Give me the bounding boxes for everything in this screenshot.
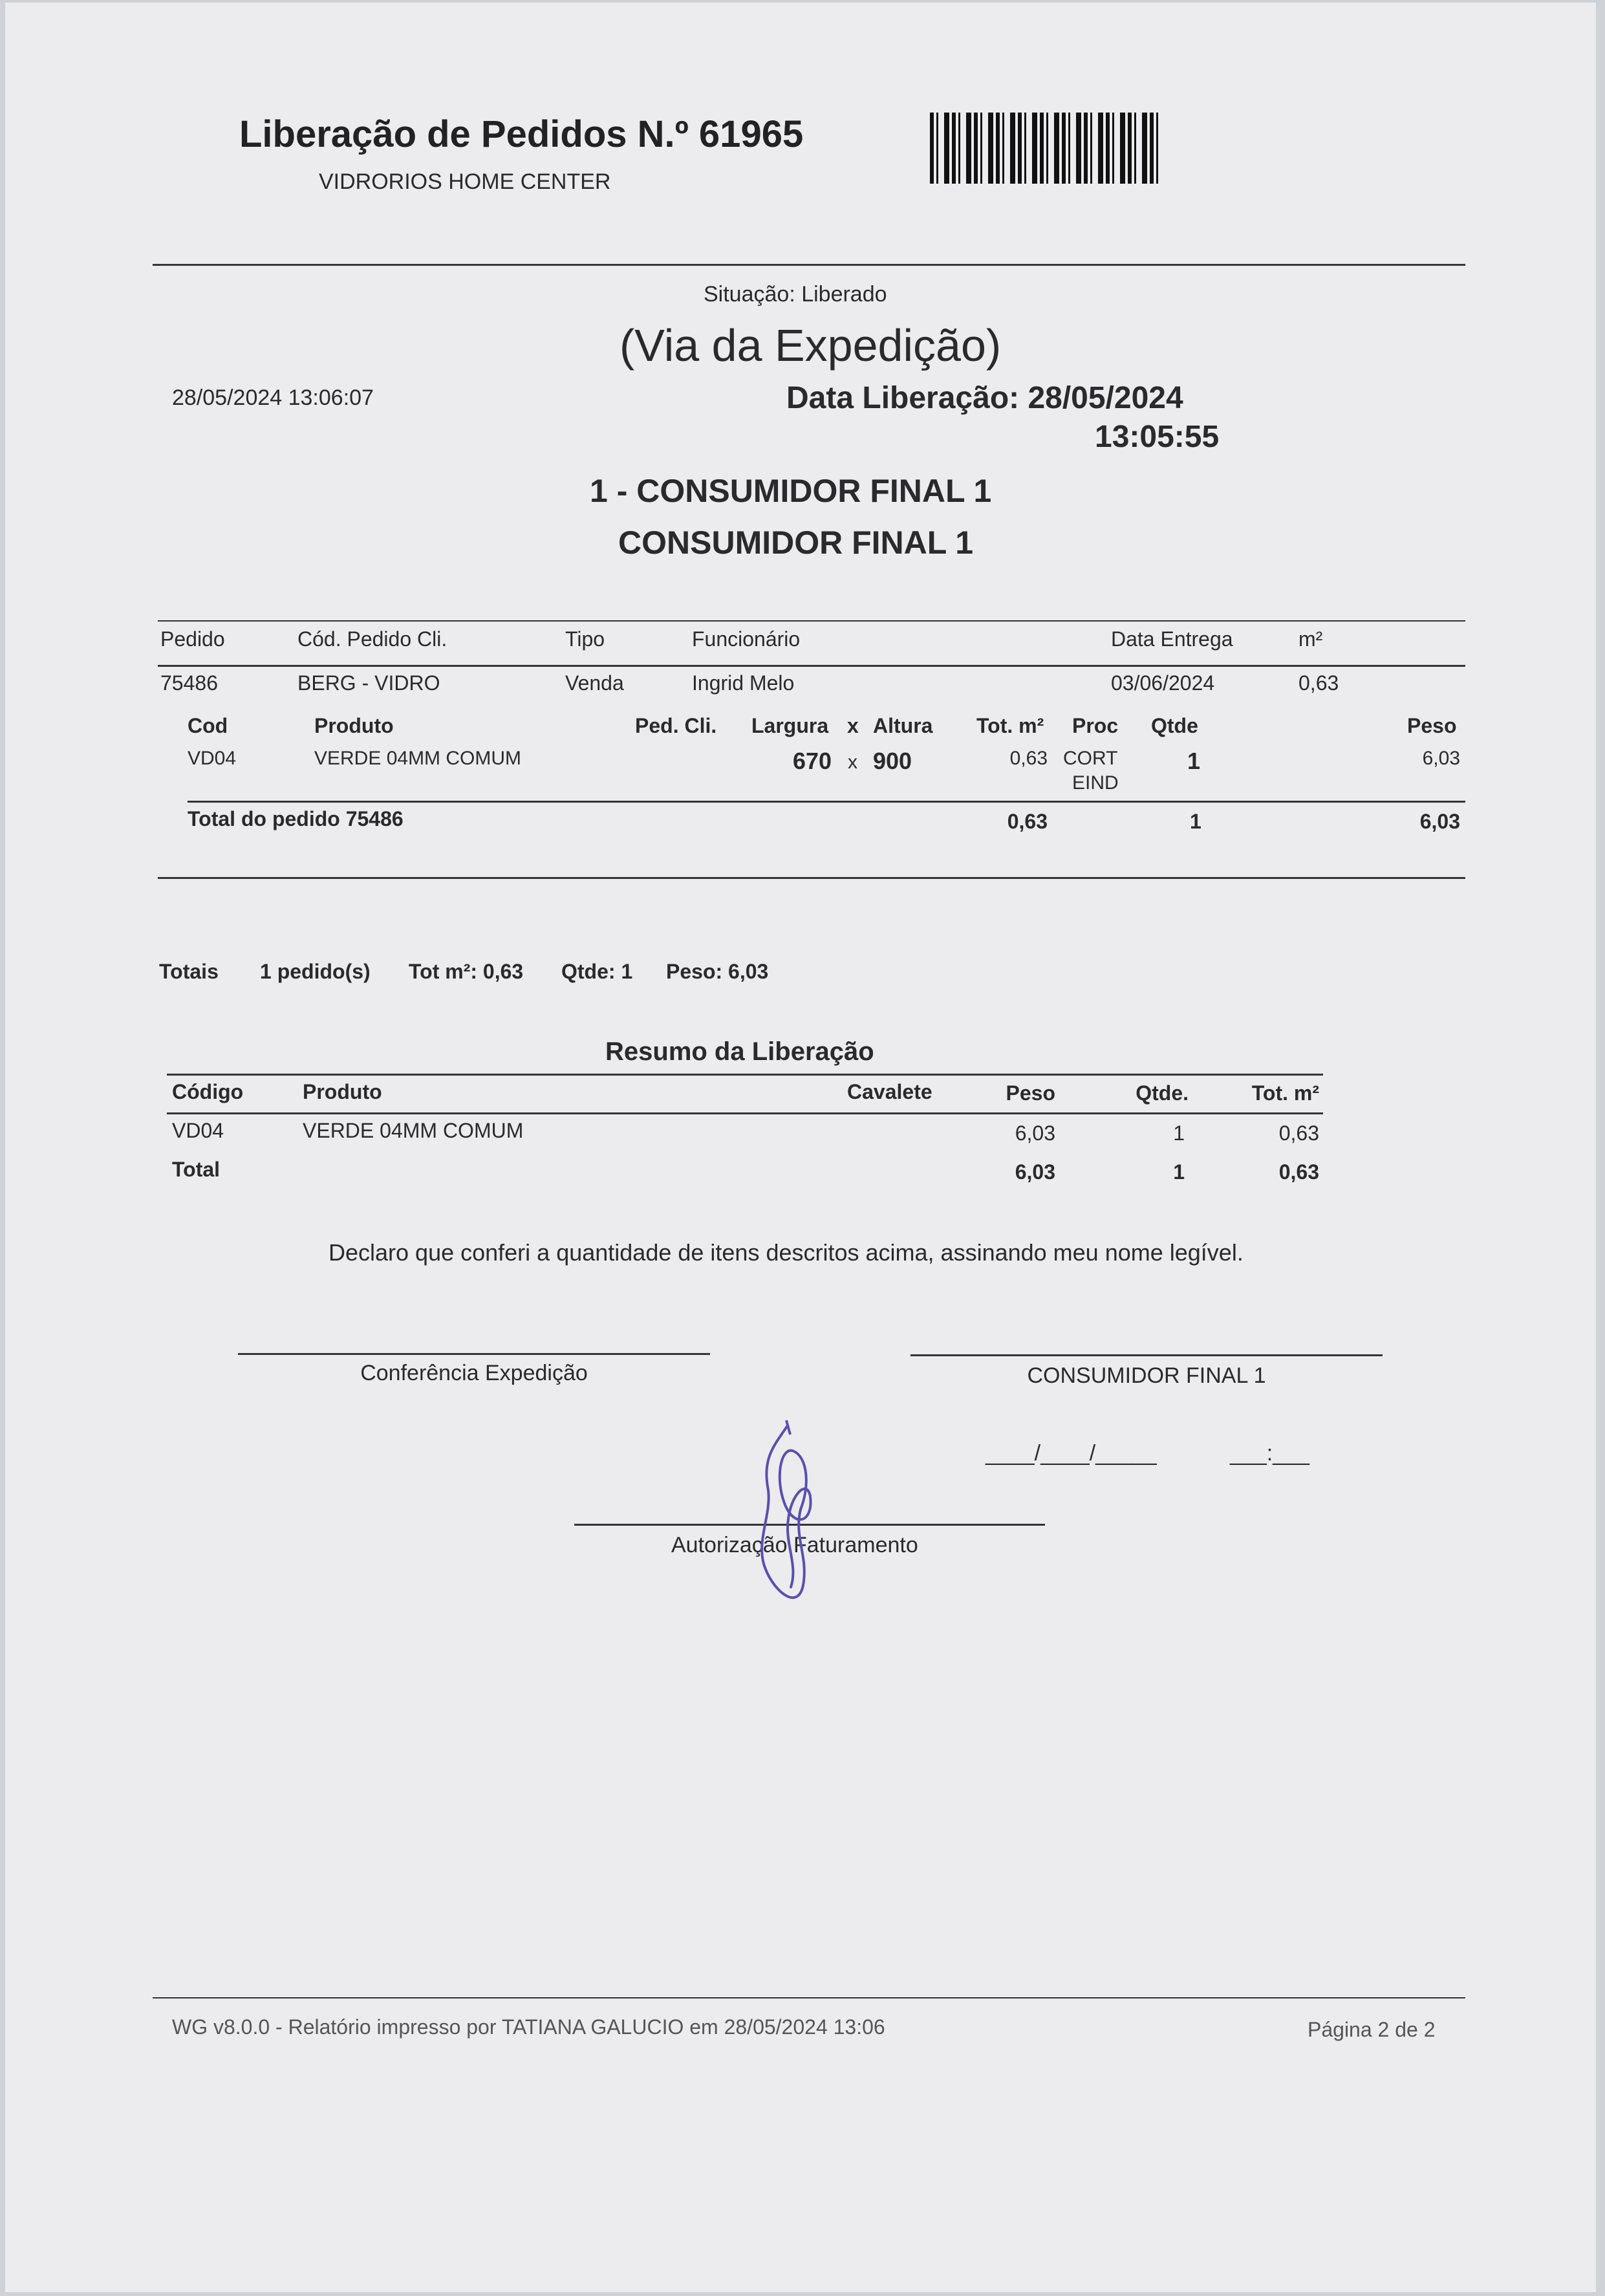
header-tipo: Tipo xyxy=(565,627,605,651)
item-cod: VD04 xyxy=(188,748,237,769)
date-blank: ____/____/_____ xyxy=(986,1441,1157,1466)
resumo-row-codigo: VD04 xyxy=(172,1119,224,1142)
items-total-peso: 6,03 xyxy=(1419,810,1460,833)
items-header-cod: Cod xyxy=(188,714,228,737)
item-proc-1: CORT xyxy=(1063,748,1118,769)
document-page xyxy=(5,3,1596,2292)
item-largura: 670 xyxy=(793,748,832,774)
items-total-qtde: 1 xyxy=(1190,810,1201,833)
items-header-x: x xyxy=(847,714,859,737)
totais-label: Totais xyxy=(159,960,219,983)
items-header-produto: Produto xyxy=(314,714,394,737)
items-total-m2: 0,63 xyxy=(1007,810,1048,833)
release-date: Data Liberação: 28/05/2024 xyxy=(786,381,1183,415)
item-produto: VERDE 04MM COMUM xyxy=(314,748,522,769)
resumo-title: Resumo da Liberação xyxy=(605,1037,874,1066)
item-qtde: 1 xyxy=(1187,748,1201,774)
footer-printed-by: WG v8.0.0 - Relatório impresso por TATIANA GALUCIO em 28/05/2024 13:06 xyxy=(172,2015,885,2039)
items-header-altura: Altura xyxy=(873,714,933,737)
items-total-label: Total do pedido 75486 xyxy=(188,807,404,830)
resumo-total-label: Total xyxy=(172,1158,221,1181)
row-data-entrega: 03/06/2024 xyxy=(1111,671,1215,695)
items-header-tot-m2: Tot. m² xyxy=(976,714,1044,737)
totais-m2: Tot m²: 0,63 xyxy=(409,960,524,983)
time-blank: ___:___ xyxy=(1230,1441,1309,1466)
header-m2: m² xyxy=(1298,627,1323,651)
release-time: 13:05:55 xyxy=(1095,420,1220,454)
print-datetime: 28/05/2024 13:06:07 xyxy=(172,385,374,410)
item-peso: 6,03 xyxy=(1422,748,1460,769)
item-altura: 900 xyxy=(873,748,912,774)
item-proc-2: EIND xyxy=(1072,772,1119,794)
resumo-row-tot-m2: 0,63 xyxy=(1278,1121,1319,1145)
resumo-row-qtde: 1 xyxy=(1173,1121,1185,1145)
resumo-header-codigo: Código xyxy=(172,1080,244,1103)
resumo-top-line xyxy=(167,1074,1323,1076)
resumo-header-produto: Produto xyxy=(303,1080,382,1103)
row-funcionario: Ingrid Melo xyxy=(692,671,795,695)
company-name: VIDRORIOS HOME CENTER xyxy=(319,169,611,194)
footer-divider xyxy=(153,1997,1465,1998)
items-header-qtde: Qtde xyxy=(1151,714,1198,737)
resumo-row-peso: 6,03 xyxy=(1015,1121,1055,1145)
resumo-header-peso: Peso xyxy=(1006,1081,1055,1105)
items-header-ped-cli: Ped. Cli. xyxy=(635,714,717,737)
header-pedido: Pedido xyxy=(160,627,225,651)
items-header-peso: Peso xyxy=(1407,714,1457,737)
header-data-entrega: Data Entrega xyxy=(1111,627,1233,651)
resumo-total-peso: 6,03 xyxy=(1015,1160,1055,1184)
totais-qtde: Qtde: 1 xyxy=(561,960,633,983)
via-label: (Via da Expedição) xyxy=(619,320,1002,371)
items-header-proc: Proc xyxy=(1072,714,1119,737)
resumo-header-qtde: Qtde. xyxy=(1136,1081,1189,1105)
handwritten-signature xyxy=(749,1419,826,1613)
cliente-signature-line xyxy=(910,1354,1383,1356)
items-total-line xyxy=(188,801,1465,803)
row-cod-pedido-cli: BERG - VIDRO xyxy=(297,671,440,695)
item-tot-m2: 0,63 xyxy=(1009,748,1048,769)
header-divider xyxy=(153,264,1465,266)
barcode xyxy=(930,113,1163,184)
totais-pedidos: 1 pedido(s) xyxy=(260,960,371,983)
items-header-largura: Largura xyxy=(751,714,829,737)
row-m2: 0,63 xyxy=(1298,671,1339,695)
row-pedido: 75486 xyxy=(160,671,218,695)
header-funcionario: Funcionário xyxy=(692,627,801,651)
resumo-total-tot-m2: 0,63 xyxy=(1278,1160,1319,1184)
totais-peso: Peso: 6,03 xyxy=(666,960,769,983)
document-title: Liberação de Pedidos N.º 61965 xyxy=(239,113,804,155)
declaration-text: Declaro que conferi a quantidade de itens descritos acima, assinando meu nome legível. xyxy=(329,1239,1244,1266)
resumo-total-qtde: 1 xyxy=(1173,1160,1185,1184)
status-text: Situação: Liberado xyxy=(704,282,887,307)
conferencia-label: Conferência Expedição xyxy=(360,1361,588,1385)
order-table-header-line xyxy=(158,665,1465,667)
autorizacao-label: Autorização Faturamento xyxy=(671,1533,918,1557)
row-tipo: Venda xyxy=(565,671,624,695)
client-line-2: CONSUMIDOR FINAL 1 xyxy=(618,525,974,561)
resumo-header-cavalete: Cavalete xyxy=(847,1080,932,1103)
resumo-row-produto: VERDE 04MM COMUM xyxy=(303,1119,524,1142)
resumo-header-tot-m2: Tot. m² xyxy=(1251,1081,1319,1105)
conferencia-signature-line xyxy=(238,1353,710,1355)
client-line-1: 1 - CONSUMIDOR FINAL 1 xyxy=(590,473,992,509)
order-section-end-line xyxy=(158,877,1465,879)
footer-page-number: Página 2 de 2 xyxy=(1308,2018,1436,2041)
header-cod-pedido-cli: Cód. Pedido Cli. xyxy=(297,627,447,651)
order-table-top-line xyxy=(158,620,1465,622)
cliente-label: CONSUMIDOR FINAL 1 xyxy=(1027,1363,1266,1388)
item-x: x xyxy=(848,752,857,773)
resumo-header-line xyxy=(167,1112,1323,1114)
